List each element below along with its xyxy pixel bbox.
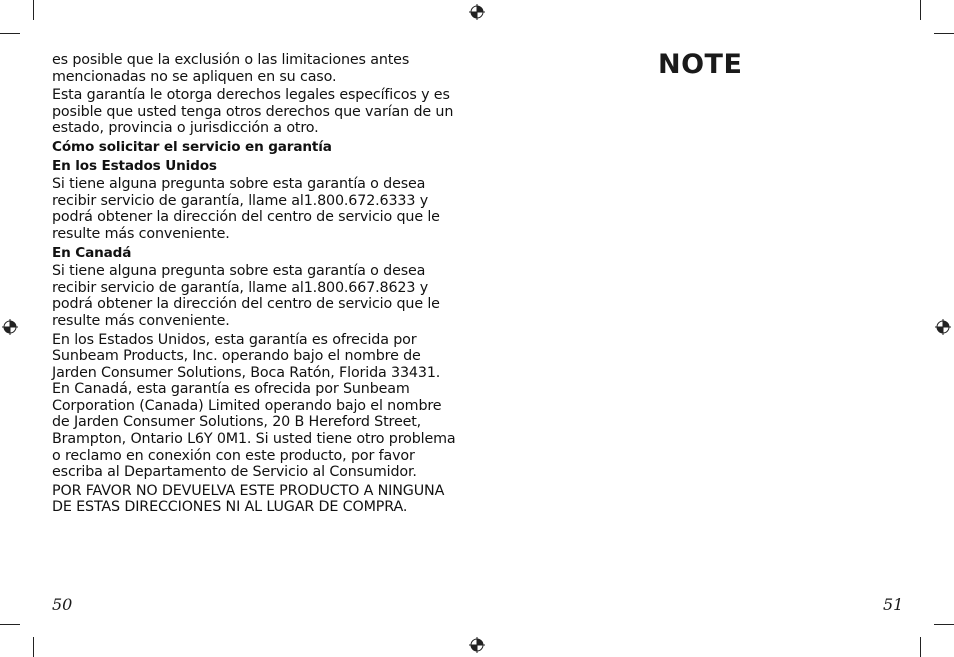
paragraph-warranty-providers: En los Estados Unidos, esta garantía es ofrecida por Sunbeam Products, Inc. operando bajo el nombre de Jarden Consumer Solutions, Boca Ratón, Florida 33431. En Canadá, esta garantía es ofrecida por Sunbeam Corporation (Canada) Limited operando bajo el nombre de Jarden Consumer Solutions, 20 B Hereford Street, Brampton, Ontario L6Y 0M1. Si usted tiene otro problema o reclamo en conexión con este producto, por favor escriba al Departamento de Servicio al Consumidor. [52,331,456,481]
crop-mark-bottom-left-horizontal [0,624,20,625]
paragraph-us-service: Si tiene alguna pregunta sobre esta garantía o desea recibir servicio de garantía, llame al1.800.672.6333 y podrá obtener la dirección del centro de servicio que le resulte más conveniente. [52,176,440,242]
heading-service-request: Cómo solicitar el servicio en garantía [52,138,332,155]
paragraph-legal-rights: Esta garantía le otorga derechos legales específicos y es posible que usted tenga otros derechos que varían de un estado, provincia o jurisdicción a otro. [52,87,454,137]
note-title: NOTE [658,49,743,80]
paragraph-do-not-return: POR FAVOR NO DEVUELVA ESTE PRODUCTO A NINGUNA DE ESTAS DIRECCIONES NI AL LUGAR DE COMPRA. [52,482,445,516]
paragraph-canada-service: Si tiene alguna pregunta sobre esta garantía o desea recibir servicio de garantía, llame al1.800.667.8623 y podrá obtener la dirección del centro de servicio que le resulte más conveniente. [52,263,440,329]
paragraph-exclusion: es posible que la exclusión o las limitaciones antes mencionadas no se apliquen en su caso. [52,52,410,85]
page-number-left: 50 [52,595,73,614]
crop-mark-bottom-right-horizontal [934,624,954,625]
crop-mark-top-right-vertical [920,0,921,20]
crop-mark-bottom-right-vertical [920,637,921,657]
heading-canada: En Canadá [52,244,132,261]
registration-target-icon [2,319,18,335]
page-number-right: 51 [883,595,904,614]
registration-target-icon [469,637,485,653]
registration-target-icon [935,319,951,335]
warranty-text-column [52,52,457,518]
crop-mark-top-right-horizontal [934,33,954,34]
crop-mark-top-left-horizontal [0,33,20,34]
crop-mark-top-left-vertical [33,0,34,20]
heading-united-states: En los Estados Unidos [52,157,217,174]
crop-mark-bottom-left-vertical [33,637,34,657]
registration-target-icon [469,4,485,20]
